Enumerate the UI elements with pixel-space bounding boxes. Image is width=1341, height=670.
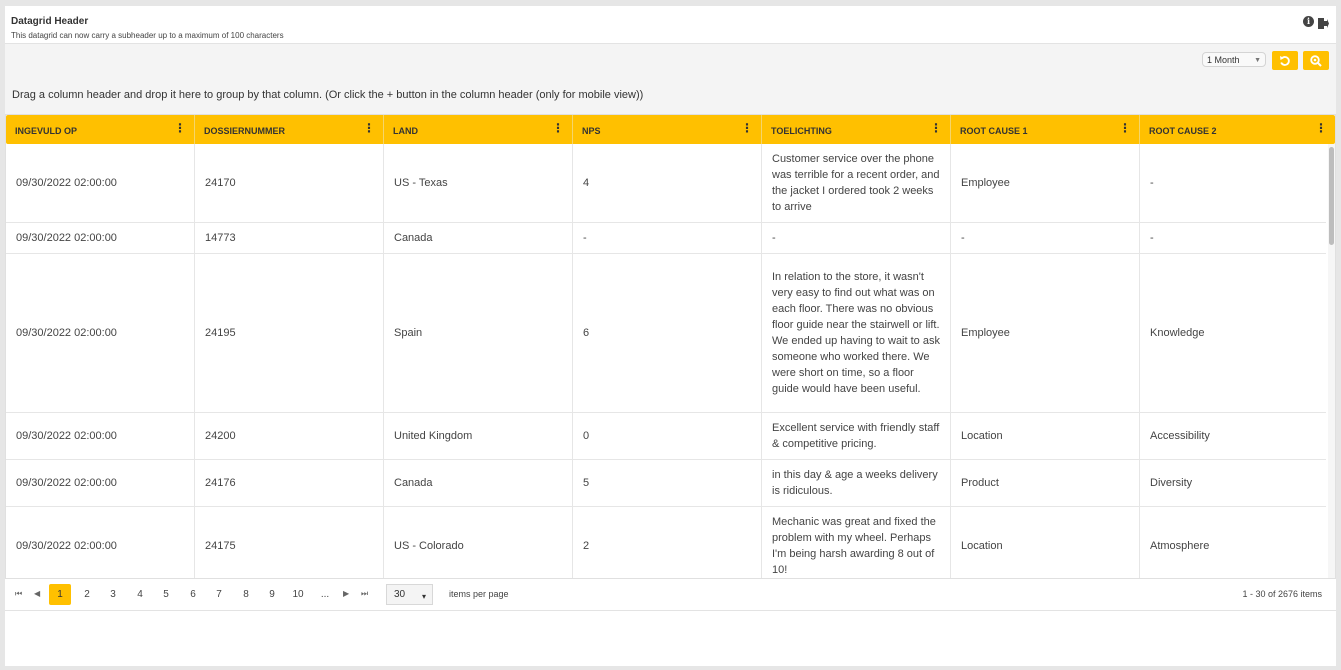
cell-ingevuld-op: 09/30/2022 02:00:00 — [6, 254, 195, 412]
chevron-down-icon: ▾ — [421, 592, 426, 601]
table-row[interactable] — [6, 413, 1326, 460]
cell-dossiernummer: 14773 — [195, 223, 384, 253]
cell-nps: 4 — [573, 144, 762, 222]
period-select-value: 1 Month — [1207, 55, 1240, 65]
vertical-scrollbar[interactable] — [1328, 144, 1335, 578]
cell-root-cause-2: - — [1150, 177, 1154, 189]
cell-dossiernummer: 24170 — [195, 144, 384, 222]
page-number[interactable]: 7 — [216, 589, 222, 600]
cell-root-cause-2: Accessibility — [1150, 430, 1210, 442]
table-row[interactable] — [6, 144, 1326, 223]
cell-root-cause-1: - — [951, 223, 1140, 253]
data-grid — [5, 114, 1336, 579]
cell-root-cause-1: Employee — [951, 144, 1140, 222]
datagrid-widget — [5, 6, 1336, 666]
page-size-label: items per page — [449, 589, 509, 599]
column-header-land[interactable] — [384, 115, 573, 144]
column-menu-icon[interactable]: ⋮ — [1119, 121, 1131, 135]
column-header-label: TOELICHTING — [771, 126, 832, 136]
cell-root-cause-2: Diversity — [1150, 477, 1193, 489]
chevron-down-icon: ▼ — [1254, 57, 1261, 64]
widget-title: Datagrid Header — [11, 16, 89, 27]
cell-land: United Kingdom — [384, 413, 573, 459]
column-menu-icon[interactable]: ⋮ — [363, 121, 375, 135]
page-number[interactable]: 6 — [190, 589, 196, 600]
export-icon[interactable] — [1318, 16, 1329, 27]
page-number[interactable]: 3 — [110, 589, 116, 600]
cell-root-cause-2: Atmosphere — [1150, 540, 1210, 552]
cell-root-cause-1: Location — [951, 413, 1140, 459]
cell-nps: 2 — [573, 507, 762, 578]
first-page-icon[interactable]: ⏮ — [15, 589, 23, 598]
page-number[interactable]: 5 — [163, 589, 169, 600]
table-row[interactable] — [6, 254, 1326, 413]
page-ellipsis[interactable]: ... — [320, 589, 330, 600]
cell-root-cause-1: Product — [951, 460, 1140, 506]
group-panel[interactable] — [5, 77, 1336, 114]
cell-ingevuld-op: 09/30/2022 02:00:00 — [6, 507, 195, 578]
column-header-label: DOSSIERNUMMER — [204, 126, 286, 136]
prev-page-icon[interactable]: ◀ — [34, 589, 41, 598]
column-menu-icon[interactable]: ⋮ — [930, 121, 942, 135]
cell-toelichting: Excellent service with friendly staff & competitive pricing. — [762, 413, 951, 459]
pager-info: 1 - 30 of 2676 items — [1242, 589, 1322, 599]
cell-land: Canada — [384, 460, 573, 506]
page-size-value: 30 — [394, 589, 406, 600]
cell-land: Spain — [384, 254, 573, 412]
page-number[interactable]: 8 — [243, 589, 249, 600]
zoom-button[interactable] — [1303, 51, 1329, 70]
widget-header — [5, 6, 1336, 44]
column-header-label: LAND — [393, 126, 418, 136]
cell-land: US - Texas — [384, 144, 573, 222]
page-number[interactable]: 9 — [269, 589, 275, 600]
column-header-root-cause-1[interactable] — [951, 115, 1140, 144]
cell-ingevuld-op: 09/30/2022 02:00:00 — [6, 413, 195, 459]
cell-dossiernummer: 24175 — [195, 507, 384, 578]
column-header-toelichting[interactable] — [762, 115, 951, 144]
last-page-icon[interactable]: ⏭ — [361, 589, 369, 598]
scrollbar-thumb[interactable] — [1329, 147, 1334, 245]
column-menu-icon[interactable]: ⋮ — [174, 121, 186, 135]
cell-dossiernummer: 24176 — [195, 460, 384, 506]
cell-nps: 6 — [573, 254, 762, 412]
refresh-button[interactable] — [1272, 51, 1298, 70]
info-icon[interactable]: i — [1303, 16, 1314, 27]
group-panel-hint: Drag a column header and drop it here to group by that column. (Or click the + button in the column header (only for mobile view)) — [12, 89, 644, 101]
cell-toelichting: in this day & age a weeks delivery is ridiculous. — [762, 460, 951, 506]
page-number[interactable]: 10 — [292, 589, 304, 600]
cell-dossiernummer: 24195 — [195, 254, 384, 412]
cell-nps: 0 — [573, 413, 762, 459]
column-header-ingevuld-op[interactable] — [6, 115, 195, 144]
column-menu-icon[interactable]: ⋮ — [1315, 121, 1327, 135]
cell-toelichting: Mechanic was great and fixed the problem with my wheel. Perhaps I'm being harsh awarding 8 out of 10! — [762, 507, 951, 578]
cell-toelichting: Customer service over the phone was terrible for a recent order, and the jacket I ordered took 2 weeks to arrive — [762, 144, 951, 222]
widget-subtitle: This datagrid can now carry a subheader up to a maximum of 100 characters — [11, 31, 284, 40]
cell-land: Canada — [384, 223, 573, 253]
column-header-label: ROOT CAUSE 2 — [1149, 126, 1217, 136]
next-page-icon[interactable]: ▶ — [343, 589, 350, 598]
page-number[interactable]: 2 — [84, 589, 90, 600]
cell-dossiernummer: 24200 — [195, 413, 384, 459]
cell-toelichting: In relation to the store, it wasn't very easy to find out what was on each floor. There was no obvious floor guide near the stairwell or lift. We ended up having to wait to ask someone who worked there. We were short on time, so a floor guide would have been useful. — [762, 254, 951, 412]
page-number-active[interactable]: 1 — [49, 584, 71, 605]
column-header-nps[interactable] — [573, 115, 762, 144]
zoom-icon — [1310, 55, 1322, 67]
page-size-select[interactable] — [386, 584, 433, 605]
cell-root-cause-1: Employee — [951, 254, 1140, 412]
column-header-label: NPS — [582, 126, 601, 136]
pager — [5, 579, 1336, 611]
cell-root-cause-2: Knowledge — [1150, 327, 1205, 339]
cell-land: US - Colorado — [384, 507, 573, 578]
column-header-row — [6, 115, 1335, 144]
column-header-label: ROOT CAUSE 1 — [960, 126, 1028, 136]
cell-toelichting: - — [762, 223, 951, 253]
period-select[interactable] — [1202, 52, 1266, 67]
cell-root-cause-2: - — [1150, 232, 1154, 244]
refresh-icon — [1279, 55, 1291, 67]
cell-nps: - — [573, 223, 762, 253]
toolbar — [5, 44, 1336, 77]
grid-body — [6, 144, 1335, 578]
page-number[interactable]: 4 — [137, 589, 143, 600]
column-header-dossiernummer[interactable] — [195, 115, 384, 144]
table-row[interactable] — [6, 223, 1326, 254]
column-menu-icon[interactable]: ⋮ — [552, 121, 564, 135]
column-header-root-cause-2[interactable] — [1140, 115, 1335, 144]
cell-ingevuld-op: 09/30/2022 02:00:00 — [6, 223, 195, 253]
column-menu-icon[interactable]: ⋮ — [741, 121, 753, 135]
cell-nps: 5 — [573, 460, 762, 506]
cell-ingevuld-op: 09/30/2022 02:00:00 — [6, 460, 195, 506]
table-row[interactable] — [6, 460, 1326, 507]
cell-root-cause-1: Location — [951, 507, 1140, 578]
table-row[interactable] — [6, 507, 1326, 578]
column-header-label: INGEVULD OP — [15, 126, 78, 136]
cell-ingevuld-op: 09/30/2022 02:00:00 — [6, 144, 195, 222]
